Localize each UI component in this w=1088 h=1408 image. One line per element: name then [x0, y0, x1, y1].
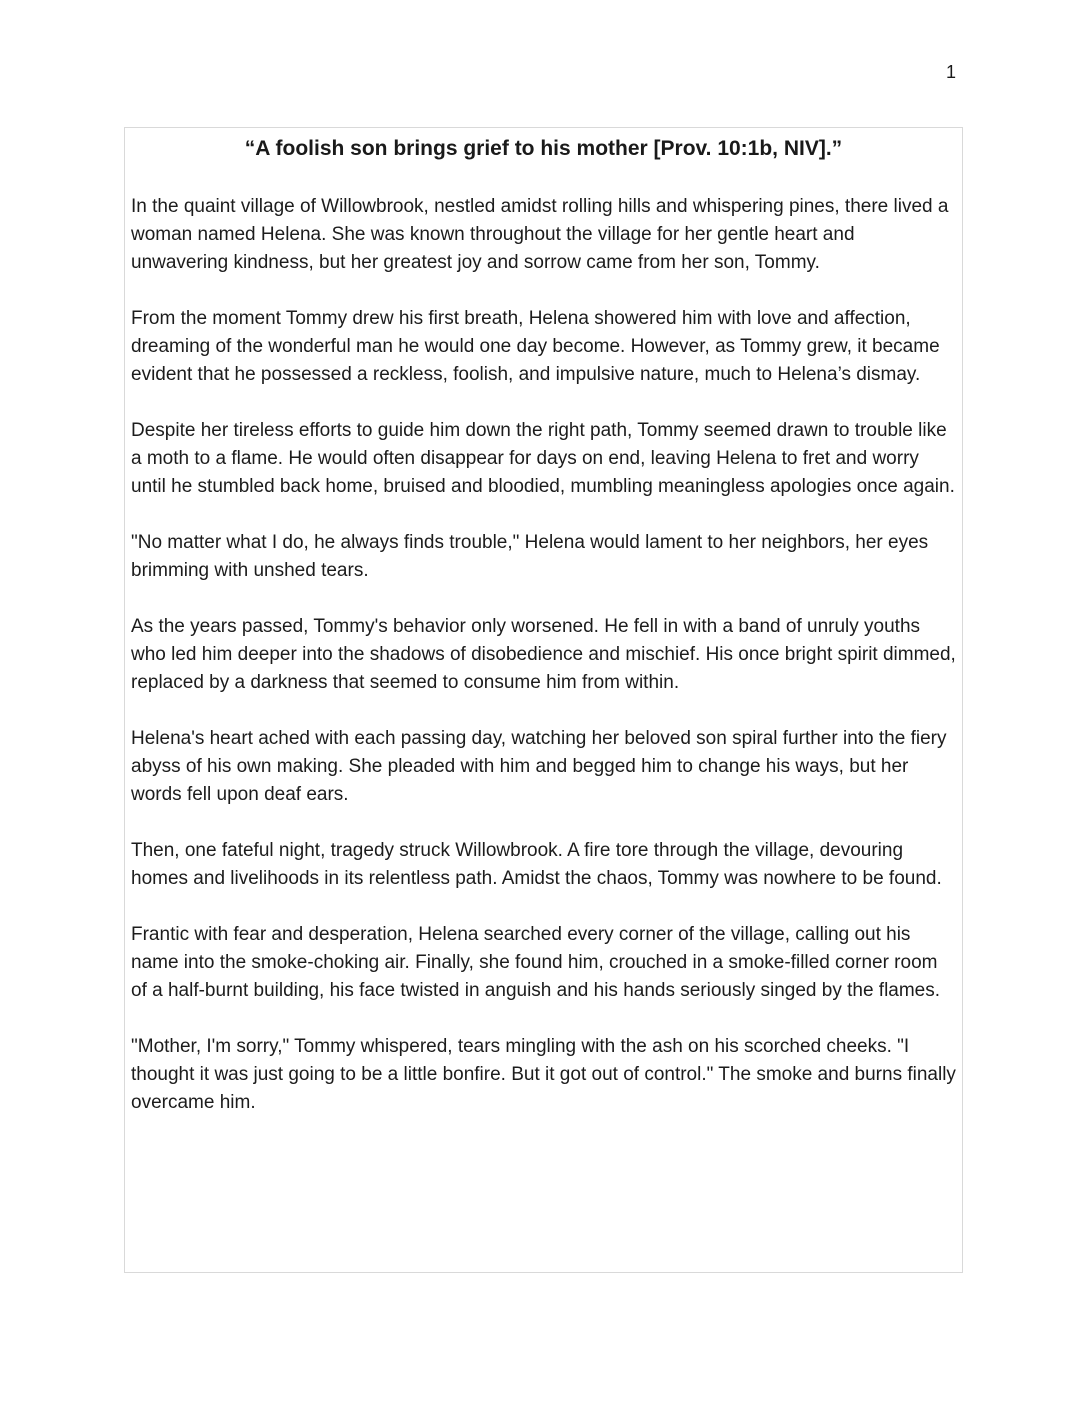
paragraph-1: In the quaint village of Willowbrook, nestled amidst rolling hills and whispering pines, there lived a woman named Helena. She was known throughout the village for her gentle heart and unwavering kindness, but her greatest joy and sorrow came from her son, Tommy. — [131, 196, 949, 273]
paragraph-7: Then, one fateful night, tragedy struck Willowbrook. A fire tore through the village, devouring homes and livelihoods in its relentless path. Amidst the chaos, Tommy was nowhere to be found. — [131, 840, 942, 889]
paragraph-3: Despite her tireless efforts to guide him down the right path, Tommy seemed drawn to trouble like a moth to a flame. He would often disappear for days on end, leaving Helena to fret and worry until he stumbled back home, bruised and bloodied, mumbling meaningless apologies once again. — [131, 420, 955, 497]
document-text-box — [124, 127, 963, 1273]
paragraph-8: Frantic with fear and desperation, Helena searched every corner of the village, calling out his name into the smoke-choking air. Finally, she found him, crouched in a smoke-filled corner room of a half-burnt building, his face twisted in anguish and his hands seriously singed by the flames. — [131, 924, 941, 1001]
paragraph-2: From the moment Tommy drew his first breath, Helena showered him with love and affection, dreaming of the wonderful man he would one day become. However, as Tommy grew, it became evident that he possessed a reckless, foolish, and impulsive nature, much to Helena’s dismay. — [131, 308, 940, 385]
page-number: 1 — [946, 62, 957, 82]
paragraph-6: Helena's heart ached with each passing day, watching her beloved son spiral further into the fiery abyss of his own making. She pleaded with him and begged him to change his ways, but her words fell upon deaf ears. — [131, 728, 947, 805]
paragraph-5: As the years passed, Tommy's behavior only worsened. He fell in with a band of unruly youths who led him deeper into the shadows of disobedience and mischief. His once bright spirit dimmed, replaced by a darkness that seemed to consume him from within. — [131, 616, 956, 693]
paragraph-4: "No matter what I do, he always finds trouble," Helena would lament to her neighbors, her eyes brimming with unshed tears. — [131, 532, 929, 581]
paragraph-9: "Mother, I'm sorry," Tommy whispered, tears mingling with the ash on his scorched cheeks. "I thought it was just going to be a little bonfire. But it got out of control." The smoke and burns finally overcame him. — [131, 1036, 956, 1113]
document-title: “A foolish son brings grief to his mother [Prov. 10:1b, NIV].” — [244, 137, 843, 160]
